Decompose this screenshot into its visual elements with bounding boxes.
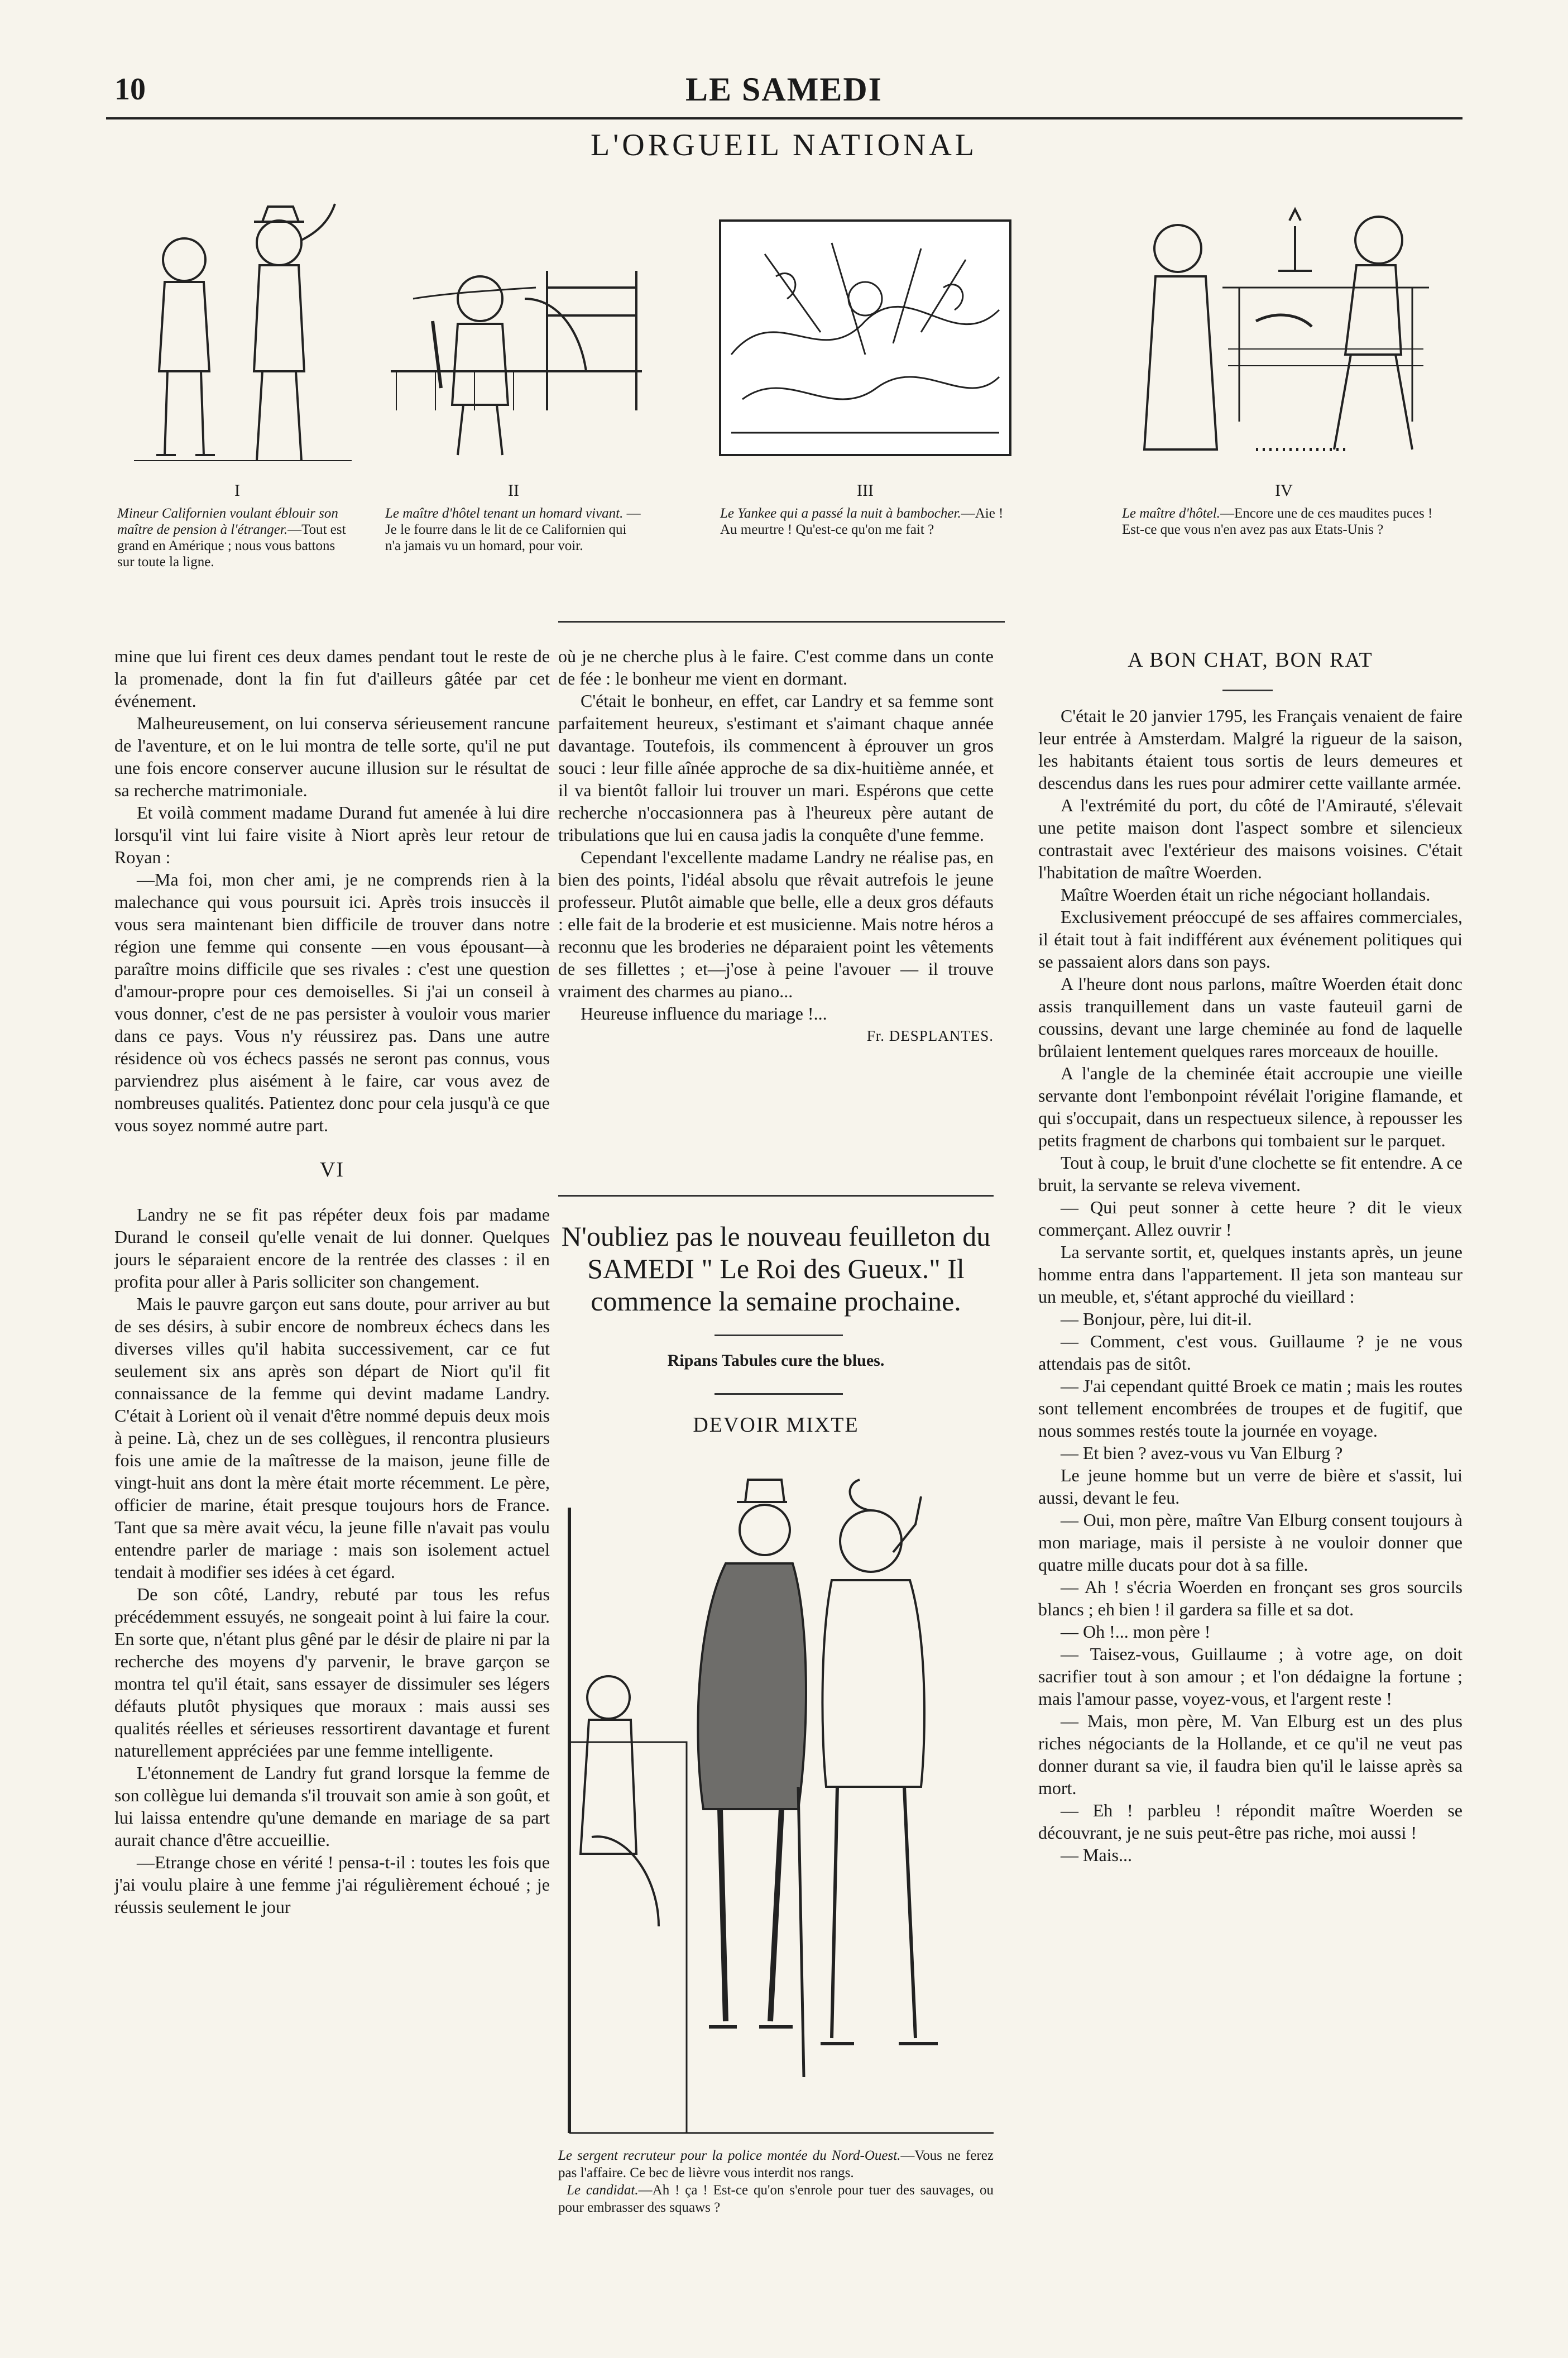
panel-1-illustration <box>112 187 363 477</box>
col3-paragraph: A l'extrémité du port, du côté de l'Amirauté, s'élevait une petite maison dont l'aspect sombre et silencieux contrastait avec l'extérieur des maisons voisines. C'était l'habitation de maître Woerden. <box>1038 795 1462 882</box>
col3-paragraph: A l'angle de la cheminée était accroupie une vieille servante dont l'embonpoint révélait l'origine flamande, et qui s'occupait, dans un respectueux silence, à repousser les petits fragment de charbons qui tombaient sur le parquet. <box>1038 1063 1462 1150</box>
caption-2-text: —Ah ! ça ! Est-ce qu'on s'enrole pour tuer des sauvages, ou pour embrasser des squaws ? <box>558 2183 994 2215</box>
feuilleton-notice: N'oubliez pas le nouveau feuilleton du SAMEDI " Le Roi des Gueux." Il commence la semaine prochaine. <box>561 1221 991 1317</box>
column-1 <box>114 645 550 1918</box>
col2-paragraph: C'était le bonheur, en effet, car Landry et sa femme sont parfaitement heureux, s'estimant et s'aimant chaque année davantage. Toutefois, ils commencent à éprouver un gros souci : leur fille aînée approche de sa dix-huitième année, et il va bientôt falloir lui trouver un mari. Espérons que cette recherche n'occasionnera pas à l'heureux père autant de tribulations que lui en causa jadis la conquête d'une femme. <box>558 691 994 845</box>
panel-2-caption-text: — Je le fourre dans le lit de ce Californien qui n'a jamais vu un homard, pour voir. <box>385 506 641 553</box>
column-2 <box>558 645 994 1047</box>
col3-paragraph: — Taisez-vous, Guillaume ; à votre age, on doit sacrifier tout à son amour ; et l'on dédaigne la fortune ; mais l'amour passe, voyez-vous, et l'argent reste ! <box>1038 1644 1462 1709</box>
panel-4-caption <box>1122 505 1451 538</box>
caption-2-speaker: Le candidat. <box>567 2183 639 2198</box>
devoir-mixte-title: DEVOIR MIXTE <box>693 1413 859 1437</box>
col1-section-title: VI <box>319 1158 345 1182</box>
recruiter-and-candidate-illustration <box>558 1452 994 2139</box>
panel-4-caption-text: —Encore une de ces maudites puces ! Est-ce que vous n'en avez pas aux Etats-Unis ? <box>1122 506 1433 537</box>
col3-paragraph: — Eh ! parbleu ! répondit maître Woerden se découvrant, je ne suis peut-être pas riche, moi aussi ! <box>1038 1800 1462 1843</box>
masthead: LE SAMEDI <box>685 71 883 108</box>
panel-2-number: II <box>508 481 519 500</box>
col1-paragraph: Malheureusement, on lui conserva sérieusement rancune de l'aventure, et on le lui montra de telle sorte, qu'il ne put une fois encore conserver aucune illusion sur le résultat de sa recherche matrimoniale. <box>114 713 550 800</box>
col3-paragraph: Exclusivement préoccupé de ses affaires commerciales, il était tout à fait indifférent aux événement politiques qui se passaient alors dans son pays. <box>1038 907 1462 972</box>
col1-paragraph: —Etrange chose en vérité ! pensa-t-il : toutes les fois que j'ai voulu plaire à une femme j'ai régulièrement échoué ; je réussis seulement le jour <box>114 1852 550 1917</box>
panel-1-caption-italic: Mineur Californien voulant éblouir son maître de pension à l'étranger. <box>117 506 338 537</box>
divider-col2-2 <box>715 1335 843 1336</box>
panel-1-caption <box>117 505 352 570</box>
col3-paragraph: — J'ai cependant quitté Broek ce matin ; mais les routes sont tellement encombrées de troupes et de fugitif, que nous sommes restés toute la journée en voyage. <box>1038 1376 1462 1441</box>
caption-1-speaker: Le sergent recruteur pour la police montée du Nord-Ouest. <box>558 2148 901 2163</box>
col3-paragraph: — Oh !... mon père ! <box>1061 1622 1211 1642</box>
caption-1-text: —Vous ne ferez pas l'affaire. Ce bec de lièvre vous interdit nos rangs. <box>558 2148 994 2180</box>
col3-paragraph: C'était le 20 janvier 1795, les Français venaient de faire leur entrée à Amsterdam. Malgré la rigueur de la saison, les habitants étaient tous sortis de leurs demeures et descendus dans les rues pour admirer cette vaillante armée. <box>1038 706 1462 793</box>
col2-paragraph: Cependant l'excellente madame Landry ne réalise pas, en bien des points, l'idéal absolu que rêvait autrefois le jeune professeur. Plutôt aimable que belle, elle a deux gros défauts : elle fait de la broderie et est musicienne. Mais notre héros a reconnu que les broderies ne déparaient point les vêtements de ses fillettes ; et—j'ose à peine l'avouer — il trouve vraiment des charmes au piano... <box>558 847 994 1001</box>
panel-2-caption-italic: Le maître d'hôtel tenant un homard vivant. <box>385 506 624 521</box>
panel-4-illustration <box>1111 187 1457 477</box>
col1-paragraph: —Ma foi, mon cher ami, je ne comprends rien à la malechance qui vous poursuit ici. Après trois insuccès il vous sera maintenant bien difficile de trouver dans notre région une femme qui consente —en vous épousant—à paraître moins difficile que ses rivales : c'est une question d'amour-propre pour ces demoiselles. Si j'ai un conseil à vous donner, c'est de ne pas persister à vouloir vous marier dans ce pays. Vous n'y réussirez pas. Dans une autre résidence où vos échecs passés ne seront pas connus, vous parviendrez plus aisément à le faire, car vous avez de nombreuses qualités. Patientez donc pour cela jusqu'à ce que vous soyez nommé autre part. <box>114 869 550 1135</box>
col3-section-title: A BON CHAT, BON RAT <box>1128 648 1373 672</box>
column-3 <box>1038 705 1462 1866</box>
cartoon-title: L'ORGUEIL NATIONAL <box>590 128 978 162</box>
col2-paragraph: Heureuse influence du mariage !... <box>581 1003 827 1023</box>
two-men-talking-illustration <box>112 187 363 477</box>
col3-paragraph: Maître Woerden était un riche négociant hollandais. <box>1061 884 1431 905</box>
col1-paragraph: Landry ne se fit pas répéter deux fois par madame Durand le conseil qu'elle venait de lui donner. Quelques jours le séparaient encore de la rentrée des classes : il en profita pour aller à Paris solliciter son changement. <box>114 1204 550 1292</box>
col3-paragraph: A l'heure dont nous parlons, maître Woerden était donc assis tranquillement dans un vaste fauteuil garni de coussins, devant une large cheminée au fond de laquelle brûlaient lentement quelques rares morceaux de houille. <box>1038 974 1462 1061</box>
col3-paragraph: — Bonjour, père, lui dit-il. <box>1061 1309 1252 1329</box>
panel-1-number: I <box>234 481 240 500</box>
devoir-mixte-caption <box>558 2147 994 2216</box>
col3-paragraph: La servante sortit, et, quelques instants après, un jeune homme entra dans l'appartement. Il jeta son manteau sur un meuble, et, s'étant approché du vieillard : <box>1038 1242 1462 1307</box>
divider-below-cartoon <box>558 621 1005 623</box>
col2-paragraph: où je ne cherche plus à le faire. C'est comme dans un conte de fée : le bonheur me vient en dormant. <box>558 646 994 688</box>
divider-col3 <box>1222 690 1273 691</box>
panel-2-illustration <box>380 187 648 477</box>
hotel-keeper-and-guest-illustration <box>1111 187 1457 477</box>
col3-paragraph: — Oui, mon père, maître Van Elburg consent toujours à mon mariage, mais il persiste à ne vouloir donner que quatre mille ducats pour dot à sa fille. <box>1038 1510 1462 1575</box>
panel-3-number: III <box>857 481 874 500</box>
devoir-mixte-caption-2 <box>558 2182 994 2216</box>
panel-3-caption-italic: Le Yankee qui a passé la nuit à bambocher. <box>720 506 961 521</box>
divider-col2-1 <box>558 1195 994 1197</box>
col3-paragraph: — Qui peut sonner à cette heure ? dit le vieux commerçant. Allez ouvrir ! <box>1038 1197 1462 1240</box>
col3-paragraph: — Ah ! s'écria Woerden en fronçant ses gros sourcils blancs ; eh bien ! il gardera sa fille et sa dot. <box>1038 1577 1462 1619</box>
col1-paragraph: Mais le pauvre garçon eut sans doute, pour arriver au but de ses désirs, à subir encore de nombreux échecs dans les diverses villes qu'il habita successivement, car ce fut seulement six ans après son départ de Niort qu'il fit connaissance de la femme qui devint madame Landry. C'était à Lorient où il venait d'être nommé depuis deux mois à peine. Là, chez un de ses collègues, il rencontra plusieurs fois une amie de la maîtresse de la maison, jeune fille de vingt-huit ans dont la mère était morte récemment. Le père, officier de marine, était presque toujours hors de France. Tant que sa mère avait vécu, la jeune fille n'avait pas voulu entendre parler de mariage : mais son isolement actuel tendait à modifier ses idées à cet égard. <box>114 1294 550 1582</box>
panel-4-caption-italic: Le maître d'hôtel. <box>1122 506 1220 521</box>
panel-2-caption <box>385 505 642 554</box>
col1-paragraph: Et voilà comment madame Durand fut amenée à lui dire lorsqu'il vint lui faire visite à Niort après leur retour de Royan : <box>114 802 550 867</box>
panel-1-caption-text: —Tout est grand en Amérique ; nous vous battons sur toute la ligne. <box>117 522 346 570</box>
divider-col2-3 <box>715 1393 843 1395</box>
devoir-mixte-illustration <box>558 1452 994 2139</box>
hotel-keeper-with-lobster-illustration <box>380 187 648 477</box>
page-number: 10 <box>114 72 146 107</box>
col3-paragraph: — Mais... <box>1061 1845 1132 1865</box>
ripans-ad: Ripans Tabules cure the blues. <box>667 1351 885 1370</box>
panel-3-illustration <box>709 187 1022 477</box>
devoir-mixte-caption-1 <box>558 2147 994 2182</box>
panel-3-caption-text: —Aie ! Au meurtre ! Qu'est-ce qu'on me fait ? <box>720 506 1004 537</box>
col1-paragraph: L'étonnement de Landry fut grand lorsque la femme de son collègue lui demanda s'il trouvait son amie à son goût, et lui laissa entendre qu'une demande en mariage de sa part aurait chance d'être accueillie. <box>114 1763 550 1850</box>
col3-paragraph: — Comment, c'est vous. Guillaume ? je ne vous attendais pas de sitôt. <box>1038 1331 1462 1374</box>
col1-paragraph: mine que lui firent ces deux dames pendant tout le reste de la promenade, dont la fin fut d'ailleurs gâtée par cet événement. <box>114 646 550 711</box>
col3-paragraph: — Mais, mon père, M. Van Elburg est un des plus riches négociants de la Hollande, et ce qu'il ne veut pas donner durant sa vie, il faudra bien qu'il le laisse après sa mort. <box>1038 1711 1462 1798</box>
col3-paragraph: Le jeune homme but un verre de bière et s'assit, lui aussi, devant le feu. <box>1038 1465 1462 1508</box>
header-rule <box>106 117 1462 119</box>
author-signature: Fr. DESPLANTES. <box>866 1027 994 1044</box>
tangled-bed-scene-illustration <box>709 187 1022 477</box>
col3-paragraph: Tout à coup, le bruit d'une clochette se fit entendre. A ce bruit, la servante se releva vivement. <box>1038 1152 1462 1195</box>
panel-3-caption <box>720 505 1010 538</box>
panel-4-number: IV <box>1275 481 1293 500</box>
col3-paragraph: — Et bien ? avez-vous vu Van Elburg ? <box>1061 1443 1343 1463</box>
col1-paragraph: De son côté, Landry, rebuté par tous les refus précédemment essuyés, ne songeait point à lui faire la cour. En sorte que, n'étant plus gêné par le désir de plaire ni par la recherche des moyens d'y parvenir, le brave garçon se montra tel qu'il était, sans essayer de dissimuler ses légers défauts plutôt physiques que moraux : mais aussi ses qualités réelles et sérieuses ressortirent davantage et furent naturellement appréciées par une femme intelligente. <box>114 1584 550 1761</box>
